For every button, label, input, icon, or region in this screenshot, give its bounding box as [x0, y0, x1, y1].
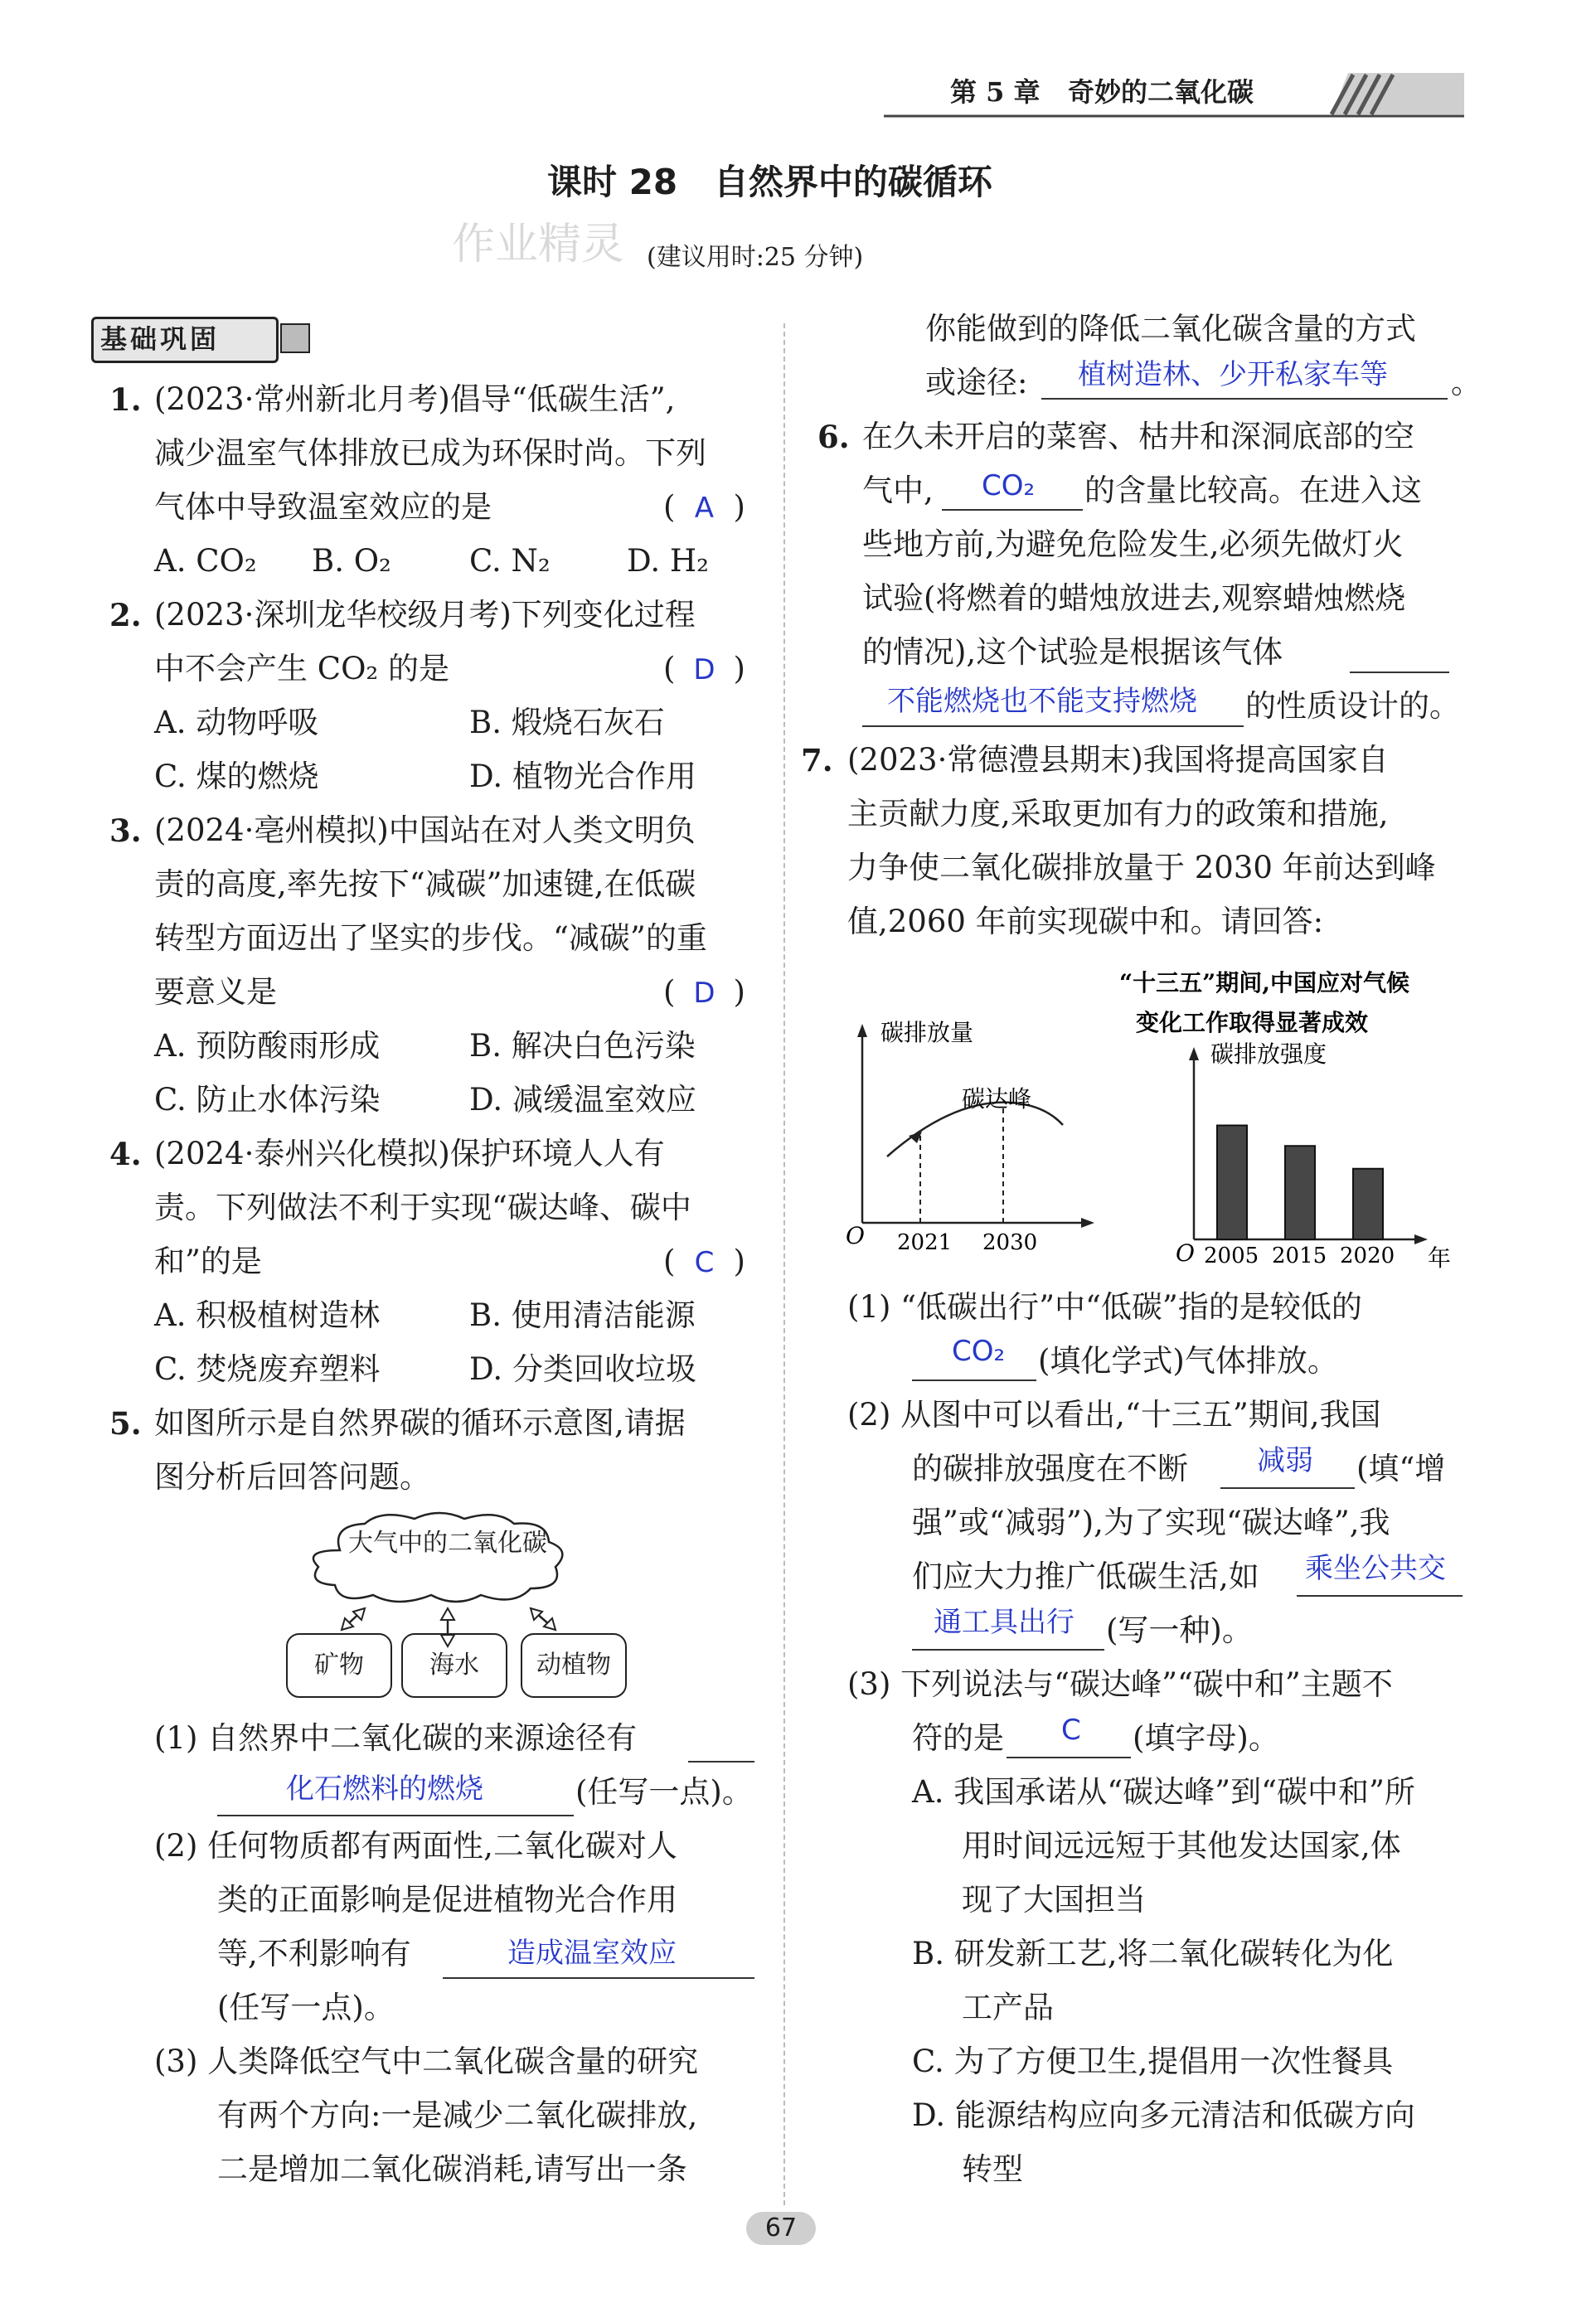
q6-line: 气中,: [862, 473, 934, 508]
bar-tick-label: 2005: [1204, 1244, 1259, 1268]
q6-line: 试验(将燃着的蜡烛放进去,观察蜡烛燃烧: [862, 580, 1406, 616]
q1-option: B. O₂: [312, 543, 391, 579]
q7-p1-line: (填化学式)气体排放。: [1038, 1343, 1338, 1379]
q6-line: 的含量比较高。在进入这: [1084, 473, 1422, 508]
section-label: 基础巩固: [100, 323, 221, 355]
line-chart-y-arrow: [857, 1024, 867, 1037]
q2-option: C. 煤的燃烧: [154, 759, 319, 794]
q7-p3-option: 用时间远远短于其他发达国家,体: [962, 1828, 1401, 1864]
q7-p1-line: (1) “低碳出行”中“低碳”指的是较低的: [847, 1289, 1362, 1325]
watermark: 作业精灵: [452, 220, 625, 269]
q7-p2-line: 强”或“减弱”),为了实现“碳达峰”,我: [912, 1505, 1390, 1540]
q6-blank-2a: [1350, 670, 1449, 673]
arrow-icon: [280, 323, 310, 353]
column-divider: [783, 323, 785, 2205]
q3-line: (2024·亳州模拟)中国站在对人类文明负: [154, 812, 696, 848]
q7-p2-blank-2b: [912, 1647, 1104, 1651]
diagram-box-organisms: 动植物: [521, 1633, 627, 1698]
q7-p3-option: 转型: [962, 2151, 1023, 2187]
line-chart-xtick: 2021: [897, 1230, 953, 1255]
q7-number: 7.: [801, 742, 833, 778]
diagram-box-minerals: 矿物: [286, 1633, 392, 1698]
q1-option: A. CO₂: [154, 543, 257, 579]
q5-p1-tail: (任写一点)。: [575, 1774, 753, 1810]
q5-p3-line: 有两个方向:一是减少二氧化碳排放,: [217, 2097, 698, 2133]
q5-p3-line: 你能做到的降低二氧化碳含量的方式: [925, 311, 1416, 347]
q2-option: B. 煅烧石灰石: [469, 705, 665, 740]
q5-p3-line: 或途径:: [925, 365, 1028, 400]
q4-answer-bracket: ( C ): [663, 1235, 745, 1289]
q5-p3-answer: 植树造林、少开私家车等: [1078, 358, 1388, 391]
q5-number: 5.: [109, 1405, 142, 1442]
bar-tick-label: 2020: [1340, 1244, 1395, 1268]
diagram-box-seawater: 海水: [401, 1633, 507, 1698]
q1-answer-bracket: ( A ): [663, 481, 745, 535]
line-chart-origin: O: [846, 1222, 865, 1249]
q4-number: 4.: [109, 1136, 142, 1172]
q7-p2-answer-2a: 乘坐公共交: [1305, 1552, 1446, 1585]
q2-answer: D: [693, 653, 716, 686]
q4-answer: C: [694, 1246, 715, 1279]
q5-p3-blank: [1041, 396, 1448, 400]
q3-line: 转型方面迈出了坚实的步伐。“减碳”的重: [154, 920, 707, 956]
q7-line: 值,2060 年前实现碳中和。请回答:: [847, 904, 1324, 939]
q7-p2-blank-1: [1220, 1486, 1355, 1489]
q3-line: 要意义是: [154, 974, 277, 1010]
line-chart: [846, 1019, 1094, 1255]
bar-chart-title: “十三五”期间,中国应对气候: [1119, 969, 1409, 996]
q7-p3-line: (3) 下列说法与“碳达峰”“碳中和”主题不: [847, 1666, 1393, 1702]
q6-line: 的性质设计的。: [1245, 688, 1460, 724]
q7-p2-line: (写一种)。: [1106, 1612, 1253, 1648]
q4-option: D. 分类回收垃圾: [469, 1351, 696, 1387]
q6-number: 6.: [817, 419, 850, 455]
q1-option: C. N₂: [469, 543, 551, 579]
bar-2020: [1353, 1169, 1383, 1239]
chapter-title: 第 5 章 奇妙的二氧化碳: [950, 76, 1254, 108]
q7-p3-option: 现了大国担当: [962, 1882, 1146, 1918]
q7-p1-answer: CO₂: [952, 1335, 1006, 1368]
q5-p3-line: (3) 人类降低空气中二氧化碳含量的研究: [154, 2044, 699, 2079]
q4-line: 责。下列做法不利于实现“碳达峰、碳中: [154, 1190, 691, 1225]
q2-option: A. 动物呼吸: [154, 705, 319, 740]
q7-p3-line: 符的是: [912, 1720, 1004, 1756]
q5-p1-blank-a: [688, 1759, 754, 1763]
q5-p2-line: 类的正面影响是促进植物光合作用: [217, 1882, 677, 1918]
q5-p3-end: 。: [1451, 365, 1482, 400]
q6-blank-2: [862, 724, 1244, 727]
q7-line: 力争使二氧化碳排放量于 2030 年前达到峰: [847, 850, 1436, 885]
q7-p3-line: (填字母)。: [1133, 1720, 1279, 1756]
line-chart-annotation: 碳达峰: [962, 1085, 1032, 1113]
q5-p2-line: (任写一点)。: [217, 1990, 395, 2025]
diagram-cloud-label: 大气中的二氧化碳: [348, 1529, 547, 1558]
q4-line: (2024·泰州兴化模拟)保护环境人人有: [154, 1136, 665, 1171]
time-hint: (建议用时:25 分钟): [647, 243, 864, 272]
q5-p1-blank: [217, 1813, 574, 1816]
q2-number: 2.: [109, 597, 142, 633]
bar-chart-xlabel: 年: [1428, 1244, 1452, 1272]
q7-p2-line: (填“增: [1356, 1451, 1446, 1486]
section-label-box: [91, 317, 279, 363]
q5-line: 如图所示是自然界碳的循环示意图,请据: [154, 1405, 686, 1441]
q5-p2-blank: [443, 1976, 754, 1979]
q7-p3-answer: C: [1061, 1714, 1081, 1747]
q7-p3-option: 工产品: [962, 1990, 1054, 2025]
q5-p1-answer: 化石燃料的燃烧: [286, 1772, 483, 1806]
q3-option: D. 减缓温室效应: [469, 1082, 696, 1118]
q6-line: 些地方前,为避免危险发生,必须先做灯火: [862, 526, 1404, 562]
q2-option: D. 植物光合作用: [469, 759, 696, 794]
q7-p3-option: C. 为了方便卫生,提倡用一次性餐具: [912, 2044, 1394, 2079]
line-chart-xtick: 2030: [982, 1230, 1038, 1255]
q7-p1-blank: [912, 1378, 1036, 1381]
bar-chart-ylabel: 碳排放强度: [1210, 1040, 1327, 1068]
q1-line: 减少温室气体排放已成为环保时尚。下列: [154, 435, 706, 471]
q6-blank-1: [942, 507, 1083, 511]
q7-line: 主贡献力度,采取更加有力的政策和措施,: [847, 796, 1389, 832]
q6-answer-2: 不能燃烧也不能支持燃烧: [887, 685, 1197, 718]
lesson-title: 课时 28 自然界中的碳循环: [547, 162, 992, 202]
q1-number: 1.: [109, 381, 142, 418]
q7-line: (2023·常德澧县期末)我国将提高国家自: [847, 742, 1389, 778]
q7-p2-answer-1: 减弱: [1257, 1444, 1313, 1477]
q4-option: A. 积极植树造林: [154, 1297, 381, 1333]
q1-option: D. H₂: [627, 543, 709, 579]
q1-line: (2023·常州新北月考)倡导“低碳生活”,: [154, 381, 676, 417]
q5-p1-text: (1) 自然界中二氧化碳的来源途径有: [154, 1720, 638, 1756]
q1-line: 气体中导致温室效应的是: [154, 489, 492, 525]
q6-line: 的情况),这个试验是根据该气体: [862, 634, 1283, 670]
chapter-header: [884, 71, 1464, 119]
q5-p3-line: 二是增加二氧化碳消耗,请写出一条: [217, 2151, 687, 2187]
line-chart-x-arrow: [1081, 1218, 1094, 1228]
bar-chart-y-arrow: [1189, 1047, 1199, 1060]
bar-chart-title: 变化工作取得显著成效: [1136, 1009, 1369, 1036]
q4-line: 和”的是: [154, 1244, 262, 1279]
q7-p3-blank: [1007, 1755, 1131, 1758]
page-number: 67: [746, 2212, 816, 2245]
q2-line: (2023·深圳龙华校级月考)下列变化过程: [154, 597, 696, 633]
q7-p3-option: D. 能源结构应向多元清洁和低碳方向: [912, 2097, 1415, 2133]
q7-charts: [837, 966, 1584, 1277]
bar-2015: [1285, 1146, 1315, 1239]
q3-option: B. 解决白色污染: [469, 1028, 696, 1064]
q7-p3-option: A. 我国承诺从“碳达峰”到“碳中和”所: [912, 1774, 1415, 1810]
q5-line: 图分析后回答问题。: [154, 1459, 430, 1495]
q3-answer-bracket: ( D ): [663, 966, 745, 1020]
q6-answer-1: CO₂: [982, 469, 1036, 502]
q6-line: 在久未开启的菜窖、枯井和深洞底部的空: [862, 419, 1414, 454]
q7-p2-answer-2b: 通工具出行: [934, 1606, 1075, 1639]
q7-p2-blank-2a: [1297, 1593, 1463, 1597]
q5-p2-line: 等,不利影响有: [217, 1936, 411, 1971]
line-chart-ylabel: 碳排放量: [880, 1019, 974, 1046]
q3-answer: D: [693, 977, 716, 1010]
q7-p3-option: B. 研发新工艺,将二氧化碳转化为化: [912, 1936, 1394, 1971]
q4-option: C. 焚烧废弃塑料: [154, 1351, 381, 1387]
q4-option: B. 使用清洁能源: [469, 1297, 696, 1333]
q5-p2-line: (2) 任何物质都有两面性,二氧化碳对人: [154, 1828, 677, 1864]
q2-answer-bracket: ( D ): [663, 642, 745, 696]
bar-2005: [1217, 1126, 1247, 1240]
q5-p2-answer: 造成温室效应: [507, 1937, 677, 1970]
q7-p2-line: 们应大力推广低碳生活,如: [912, 1559, 1259, 1594]
q3-line: 责的高度,率先按下“减碳”加速键,在低碳: [154, 866, 696, 902]
bar-chart-origin: O: [1176, 1239, 1195, 1267]
bar-chart-x-arrow: [1414, 1234, 1428, 1244]
bar-tick-label: 2015: [1272, 1244, 1327, 1268]
q1-answer: A: [694, 492, 715, 525]
q7-p2-line: (2) 从图中可以看出,“十三五”期间,我国: [847, 1397, 1381, 1433]
q7-p2-line: 的碳排放强度在不断: [912, 1451, 1188, 1486]
q3-number: 3.: [109, 812, 142, 849]
q3-option: A. 预防酸雨形成: [154, 1028, 381, 1064]
q2-line: 中不会产生 CO₂ 的是: [154, 651, 449, 686]
bar-chart: [1119, 969, 1451, 1272]
q3-option: C. 防止水体污染: [154, 1082, 381, 1118]
